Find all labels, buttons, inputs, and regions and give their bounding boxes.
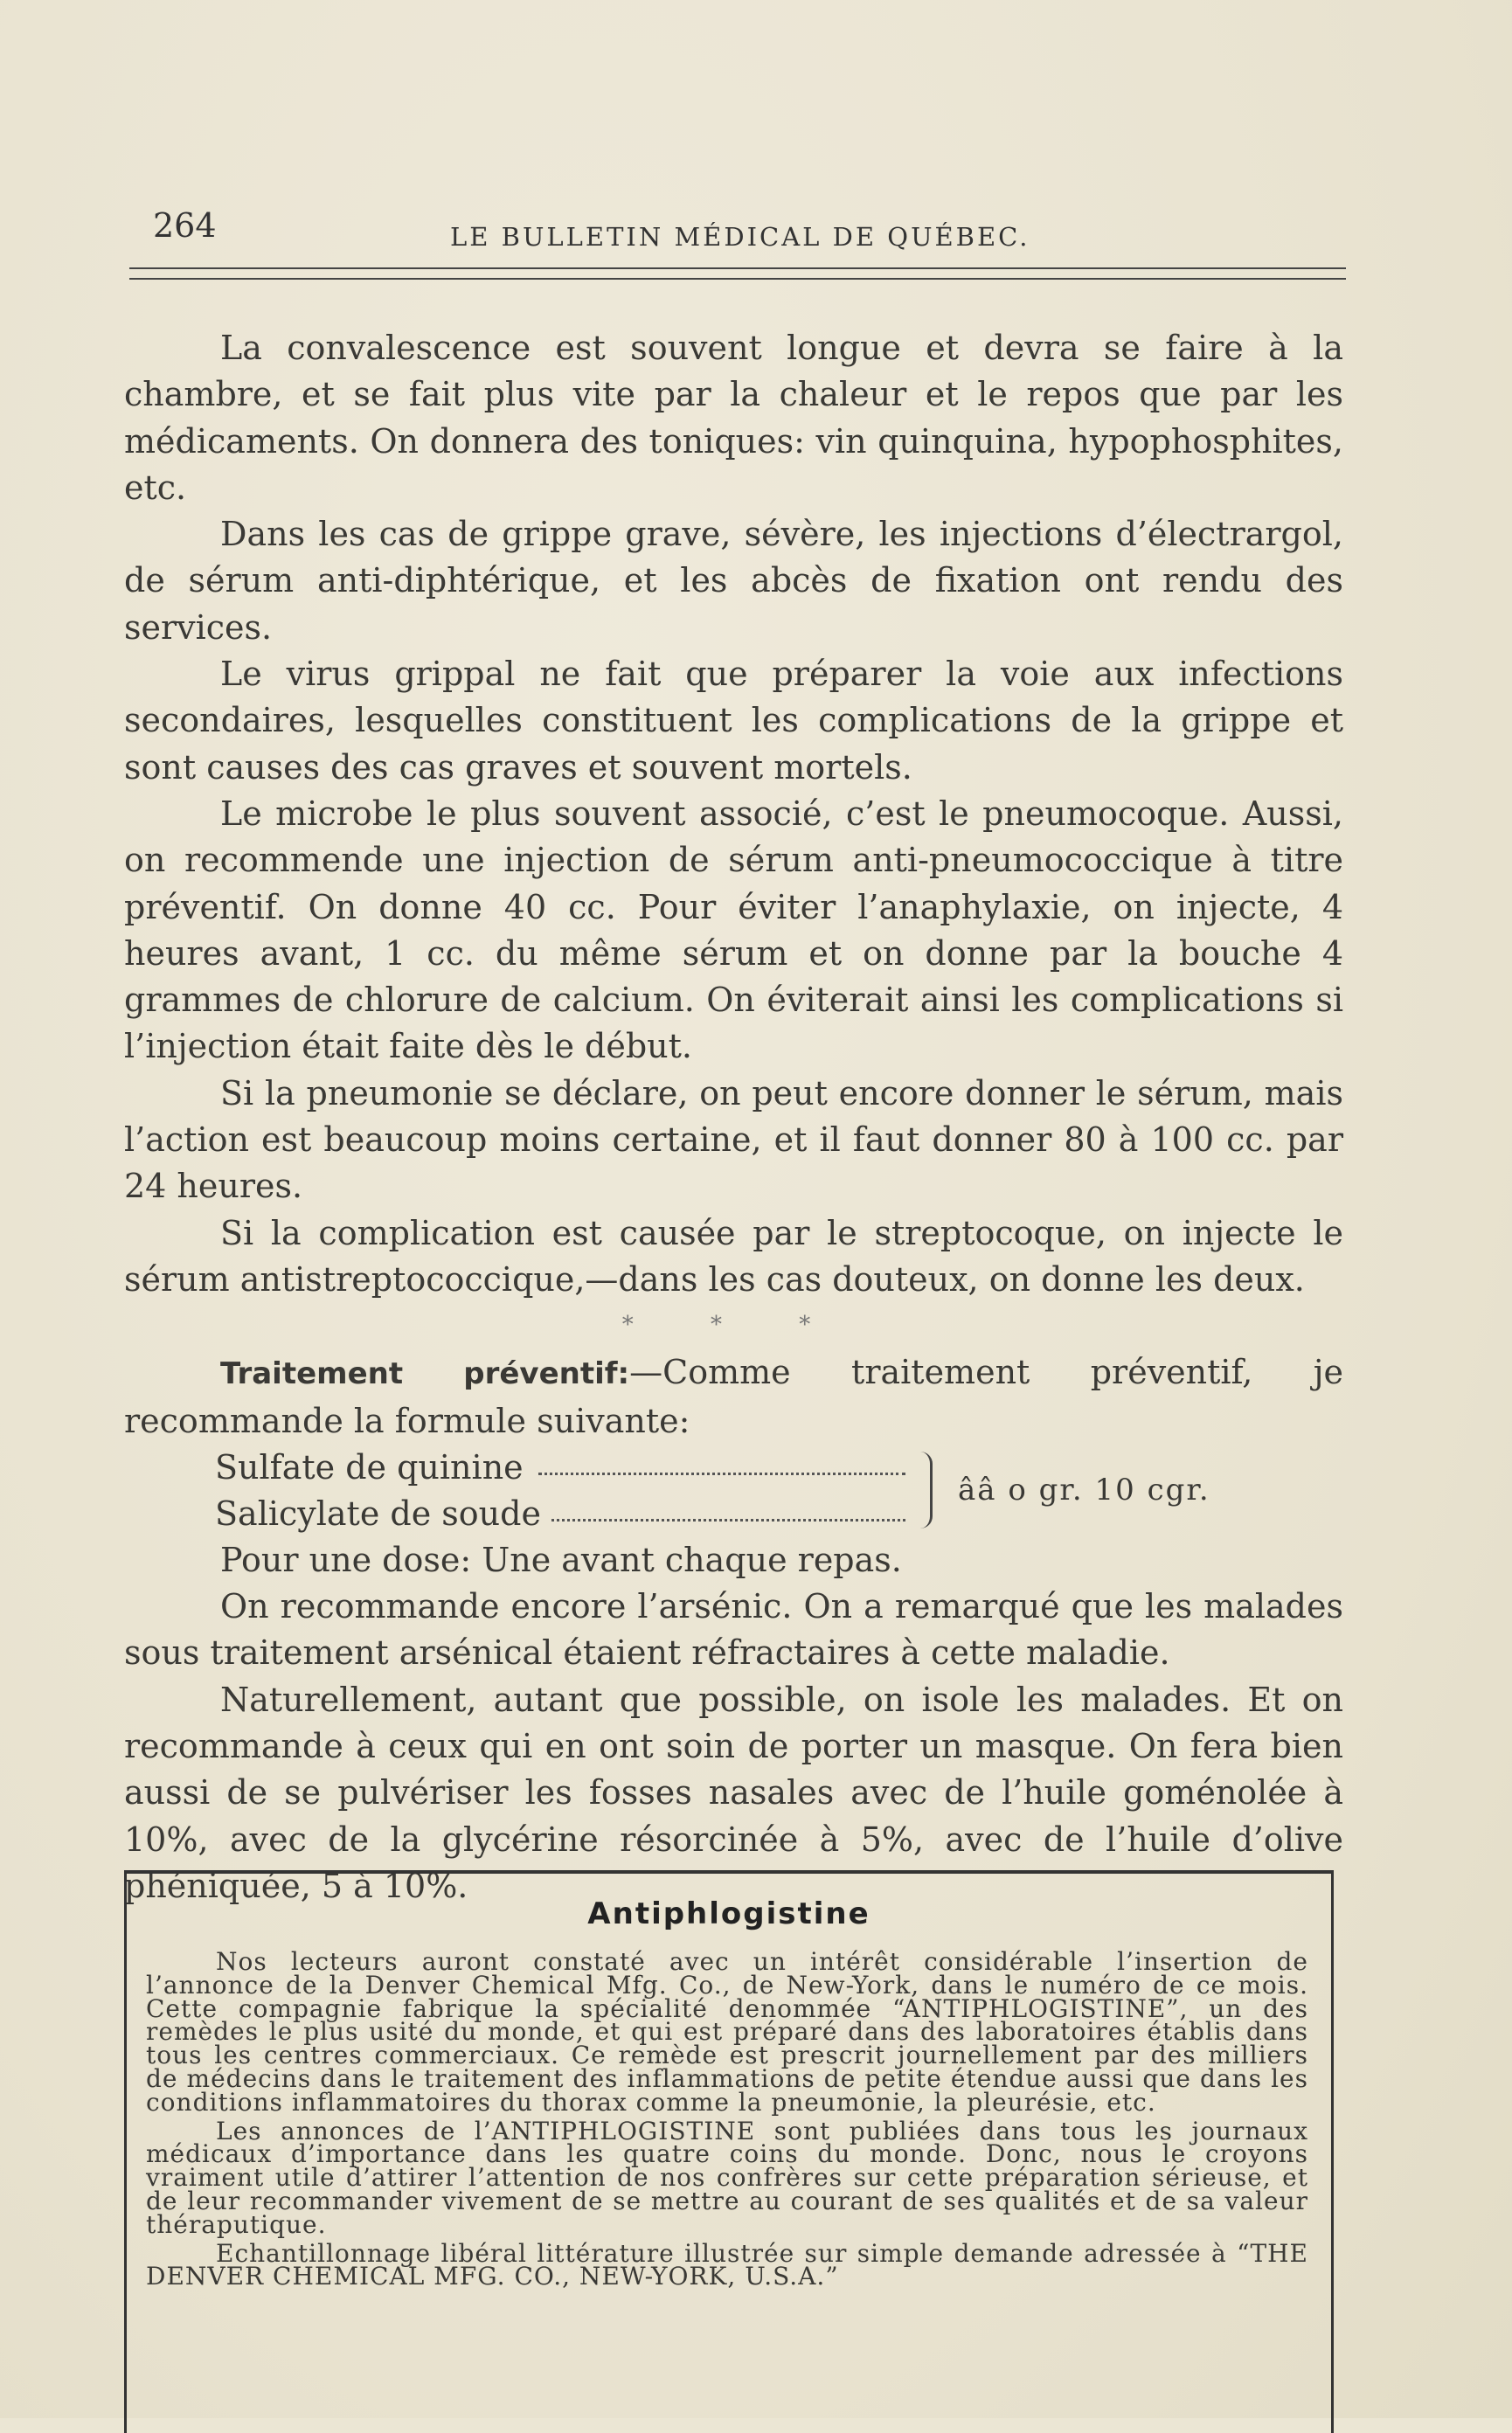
prescription-formula — [215, 1445, 1343, 1537]
paragraph-severe-grippe: Dans les cas de grippe grave, sévère, les injections d’électrargol, de sérum anti-diphtérique, et les abcès de fixation ont rendu des services. — [124, 515, 1343, 647]
paragraph-arsenic: On recommande encore l’arsénic. On a remarqué que les malades sous traitement arsénical étaient réfractaires à cette maladie. — [124, 1587, 1343, 1673]
formula-item-quinine: Sulfate de quinine — [215, 1447, 524, 1487]
leader-dots — [538, 1473, 905, 1475]
notice-paragraph-2: Les annonces de l’ANTIPHLOGISTINE sont publiées dans tous les journaux médicaux d’importance dans les quatre coins du monde. Donc, nous le croyons vraiment utile d’attirer l’attention de nos confrères sur cette préparation sérieuse, et de leur recommander vivement de se mettre au courant de ses qualités et de sa valeur théraputique. — [146, 2116, 1308, 2239]
paragraph-preventive-treatment — [124, 1349, 1343, 1445]
page-header — [131, 206, 1346, 259]
formula-item-salicylate: Salicylate de soude — [215, 1494, 541, 1533]
formula-brace — [914, 1452, 933, 1528]
notice-paragraph-1: Nos lecteurs auront constaté avec un intérêt considérable l’insertion de l’annonce de la Denver Chemical Mfg. Co., de New-York, dans le numéro de ce mois. Cette compagnie fabrique la spécialité denommée “ANTIPHLOGISTINE”, un des remèdes le plus usité du monde, et qui est préparé dans des laboratoires établis dans tous les centres commerciaux. Ce remède est prescrit journellement par des milliers de médecins dans le traitement des inflammations de petite étendue aussi que dans les conditions inflammatoires du thorax comme la pneumonie, la pleurésie, etc. — [146, 1947, 1308, 2117]
running-title: LE BULLETIN MÉDICAL DE QUÉBEC. — [450, 222, 1030, 252]
notice-body — [146, 1947, 1308, 2294]
section-separator: * * * — [621, 1312, 846, 1339]
notice-paragraph-3: Echantillonnage libéral littérature illustrée sur simple demande adressée à “THE DENVER CHEMICAL MFG. CO., NEW-YORK, U.S.A.” — [146, 2238, 1308, 2291]
paragraph-convalescence: La convalescence est souvent longue et devra se faire à la chambre, et se fait plus vite par la chaleur et le repos que par les médicaments. On donnera des toniques: vin quinquina, hypophosphites, etc. — [124, 329, 1343, 507]
header-double-rule — [129, 267, 1346, 280]
formula-dose: ââ o gr. 10 cgr. — [958, 1472, 1210, 1508]
paragraph-streptococcus: Si la complication est causée par le streptocoque, on injecte le sérum antistreptococcique,—dans les cas douteux, on donne les deux. — [124, 1213, 1343, 1299]
paragraph-pneumococcus: Le microbe le plus souvent associé, c’est le pneumocoque. Aussi, on recommende une injection de sérum anti-pneumococcique à titre préventif. On donne 40 cc. Pour éviter l’anaphylaxie, on injecte, 4 heures avant, 1 cc. du même sérum et on donne par la bouche 4 grammes de chlorure de calcium. On éviterait ainsi les complications si l’injection était faite dès le début. — [124, 794, 1343, 1066]
paragraph-secondary-infections: Le virus grippal ne fait que préparer la voie aux infections secondaires, lesquelles constituent les complications de la grippe et sont causes des cas graves et souvent mortels. — [124, 655, 1343, 787]
page-number: 264 — [153, 206, 217, 245]
formula-row-quinine — [215, 1445, 914, 1491]
paragraph-isolation: Naturellement, autant que possible, on isole les malades. Et on recommande à ceux qui en ont soin de porter un masque. On fera bien aussi de se pulvériser les fosses nasales avec de l’huile goménolée à 10%, avec de la glycérine résorcinée à 5%, avec de l’huile d’olive phéniquée, 5 à 10%. — [124, 1680, 1343, 1905]
notice-title: Antiphlogistine — [587, 1896, 870, 1931]
preventive-treatment-text: —Comme traitement préventif, je recommande la formule suivante: — [124, 1353, 1344, 1440]
preventive-treatment-heading: Traitement préventif: — [220, 1356, 630, 1392]
paragraph-pneumonia: Si la pneumonie se déclare, on peut encore donner le sérum, mais l’action est beaucoup moins certaine, et il faut donner 80 à 100 cc. par 24 heures. — [124, 1073, 1343, 1206]
leader-dots — [551, 1519, 905, 1521]
article-body — [124, 325, 1343, 1910]
antiphlogistine-notice — [124, 1870, 1334, 2433]
formula-row-salicylate — [215, 1491, 914, 1537]
paragraph-dose: Pour une dose: Une avant chaque repas. — [220, 1540, 902, 1579]
